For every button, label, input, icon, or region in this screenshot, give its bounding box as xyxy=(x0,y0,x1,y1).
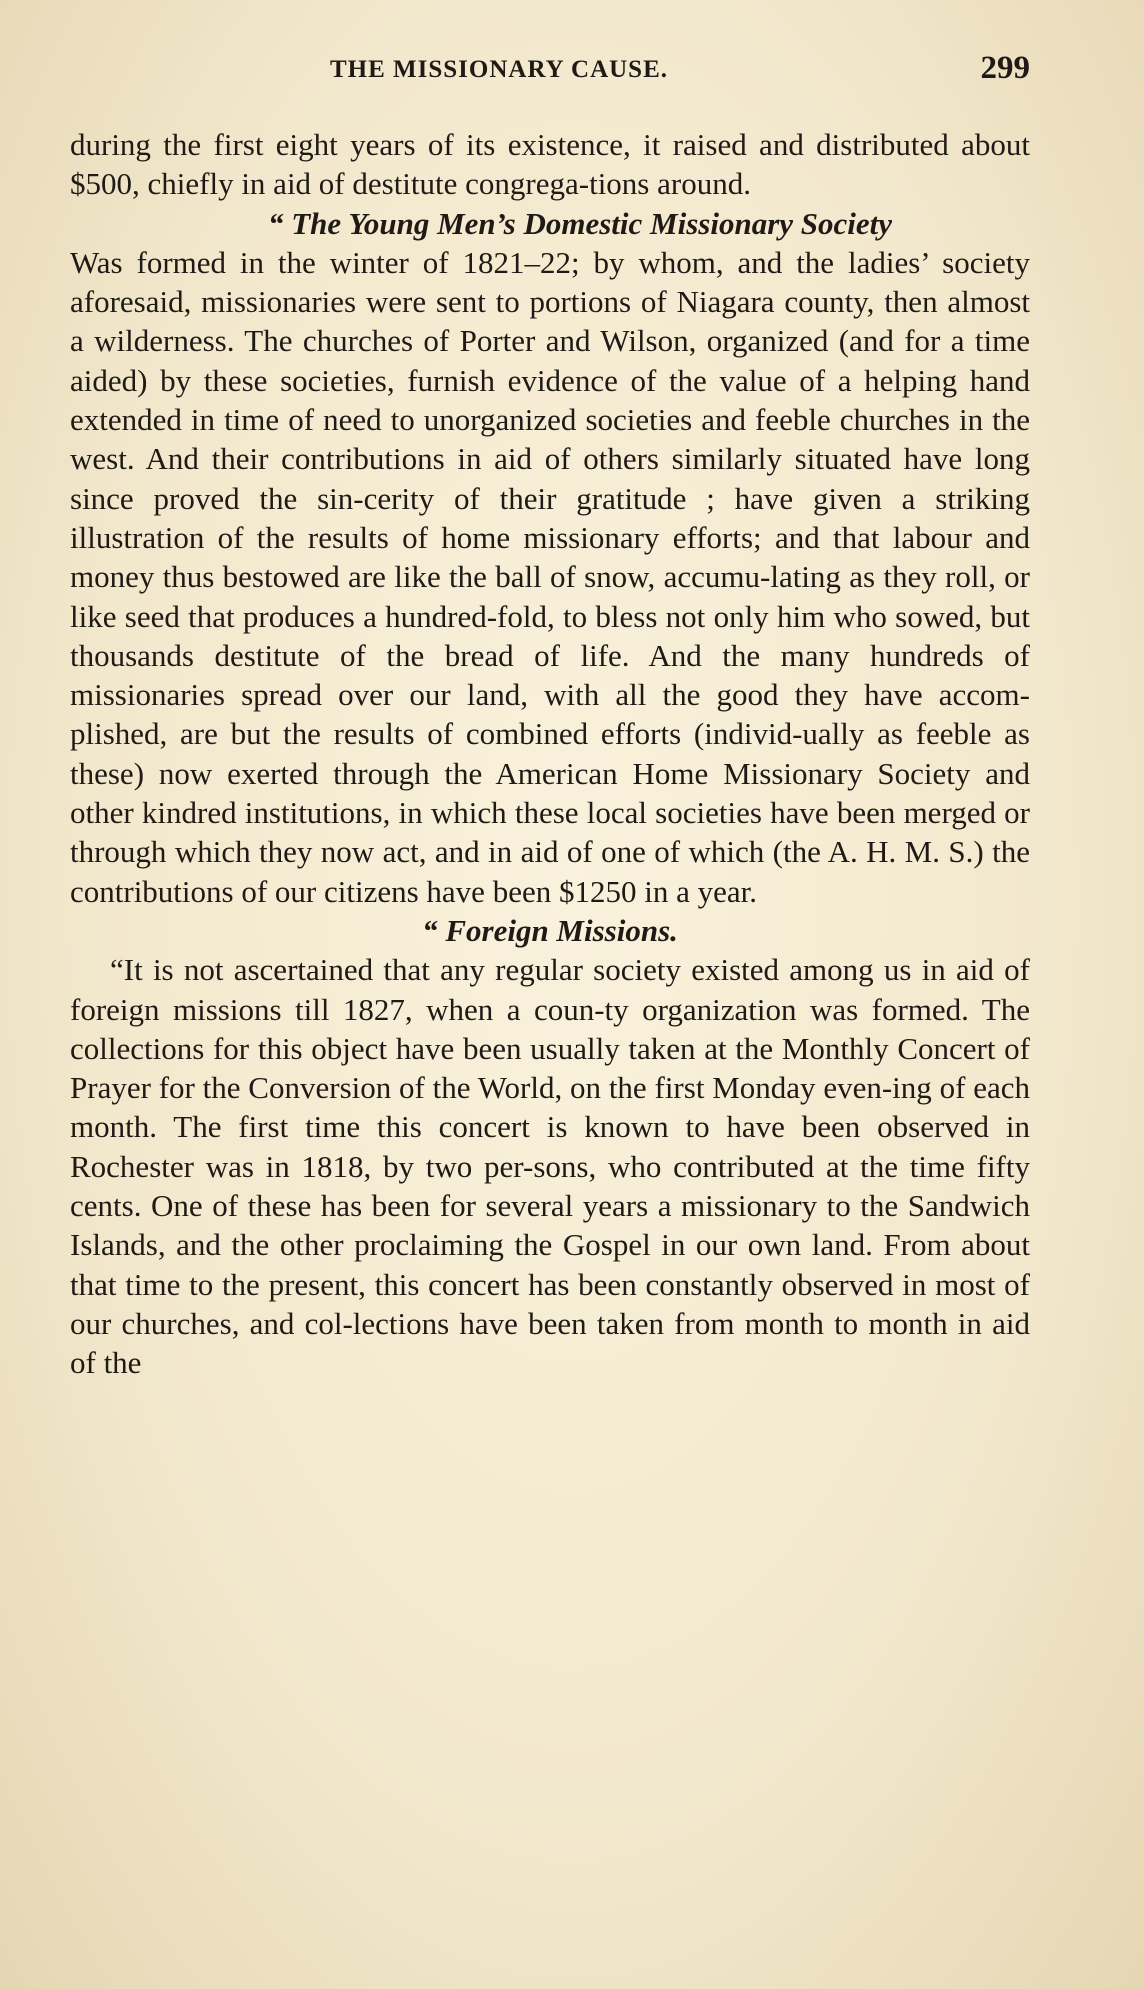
page-header xyxy=(330,50,1030,90)
heading-foreign-missions: “ Foreign Missions. xyxy=(422,912,678,948)
paragraph-foreign: “It is not ascertained that any regular society existed among us in aid of foreign missions till 1827, when a coun-ty organization was formed. The collections for this object have been usually taken at the Monthly Concert of Prayer for the Conversion of the World, on the first Monday even-ing of each month. The first time this concert is known to have been observed in Rochester was in 1818, by two per-sons, who contributed at the time fifty cents. One of these has been for several years a missionary to the Sandwich Islands, and the other proclaiming the Gospel in our own land. From about that time to the present, this concert has been constantly observed in most of our churches, and col-lections have been taken from month to month in aid of the xyxy=(70,952,1030,1381)
paragraph-intro: during the first eight years of its existence, it raised and distributed about $500, chiefly in aid of destitute congrega-tions around. xyxy=(70,127,1030,202)
running-title: THE MISSIONARY CAUSE. xyxy=(330,56,669,83)
page-number: 299 xyxy=(980,50,1030,86)
paragraph-domestic: Was formed in the winter of 1821–22; by whom, and the ladies’ society aforesaid, missionaries were sent to portions of Niagara county, then almost a wilderness. The churches of Porter and Wilson, organized (and for a time aided) by these societies, furnish evidence of the value of a helping hand extended in time of need to unorganized societies and feeble churches in the west. And their contributions in aid of others similarly situated have long since proved the sin-cerity of their gratitude ; have given a striking illustration of the results of home missionary efforts; and that labour and money thus bestowed are like the ball of snow, accumu-lating as they roll, or like seed that produces a hundred-fold, to bless not only him who sowed, but thousands destitute of the bread of life. And the many hundreds of missionaries spread over our land, with all the good they have accom-plished, are but the results of combined efforts (individ-ually as feeble as these) now exerted through the American Home Missionary Society and other kindred institutions, in which these local societies have been merged or through which they now act, and in aid of one of which (the A. H. M. S.) the contributions of our citizens have been $1250 in a year. xyxy=(70,244,1030,909)
body-text xyxy=(70,125,1030,1383)
heading-domestic-missionary-society: “ The Young Men’s Domestic Missionary Society xyxy=(267,205,893,241)
